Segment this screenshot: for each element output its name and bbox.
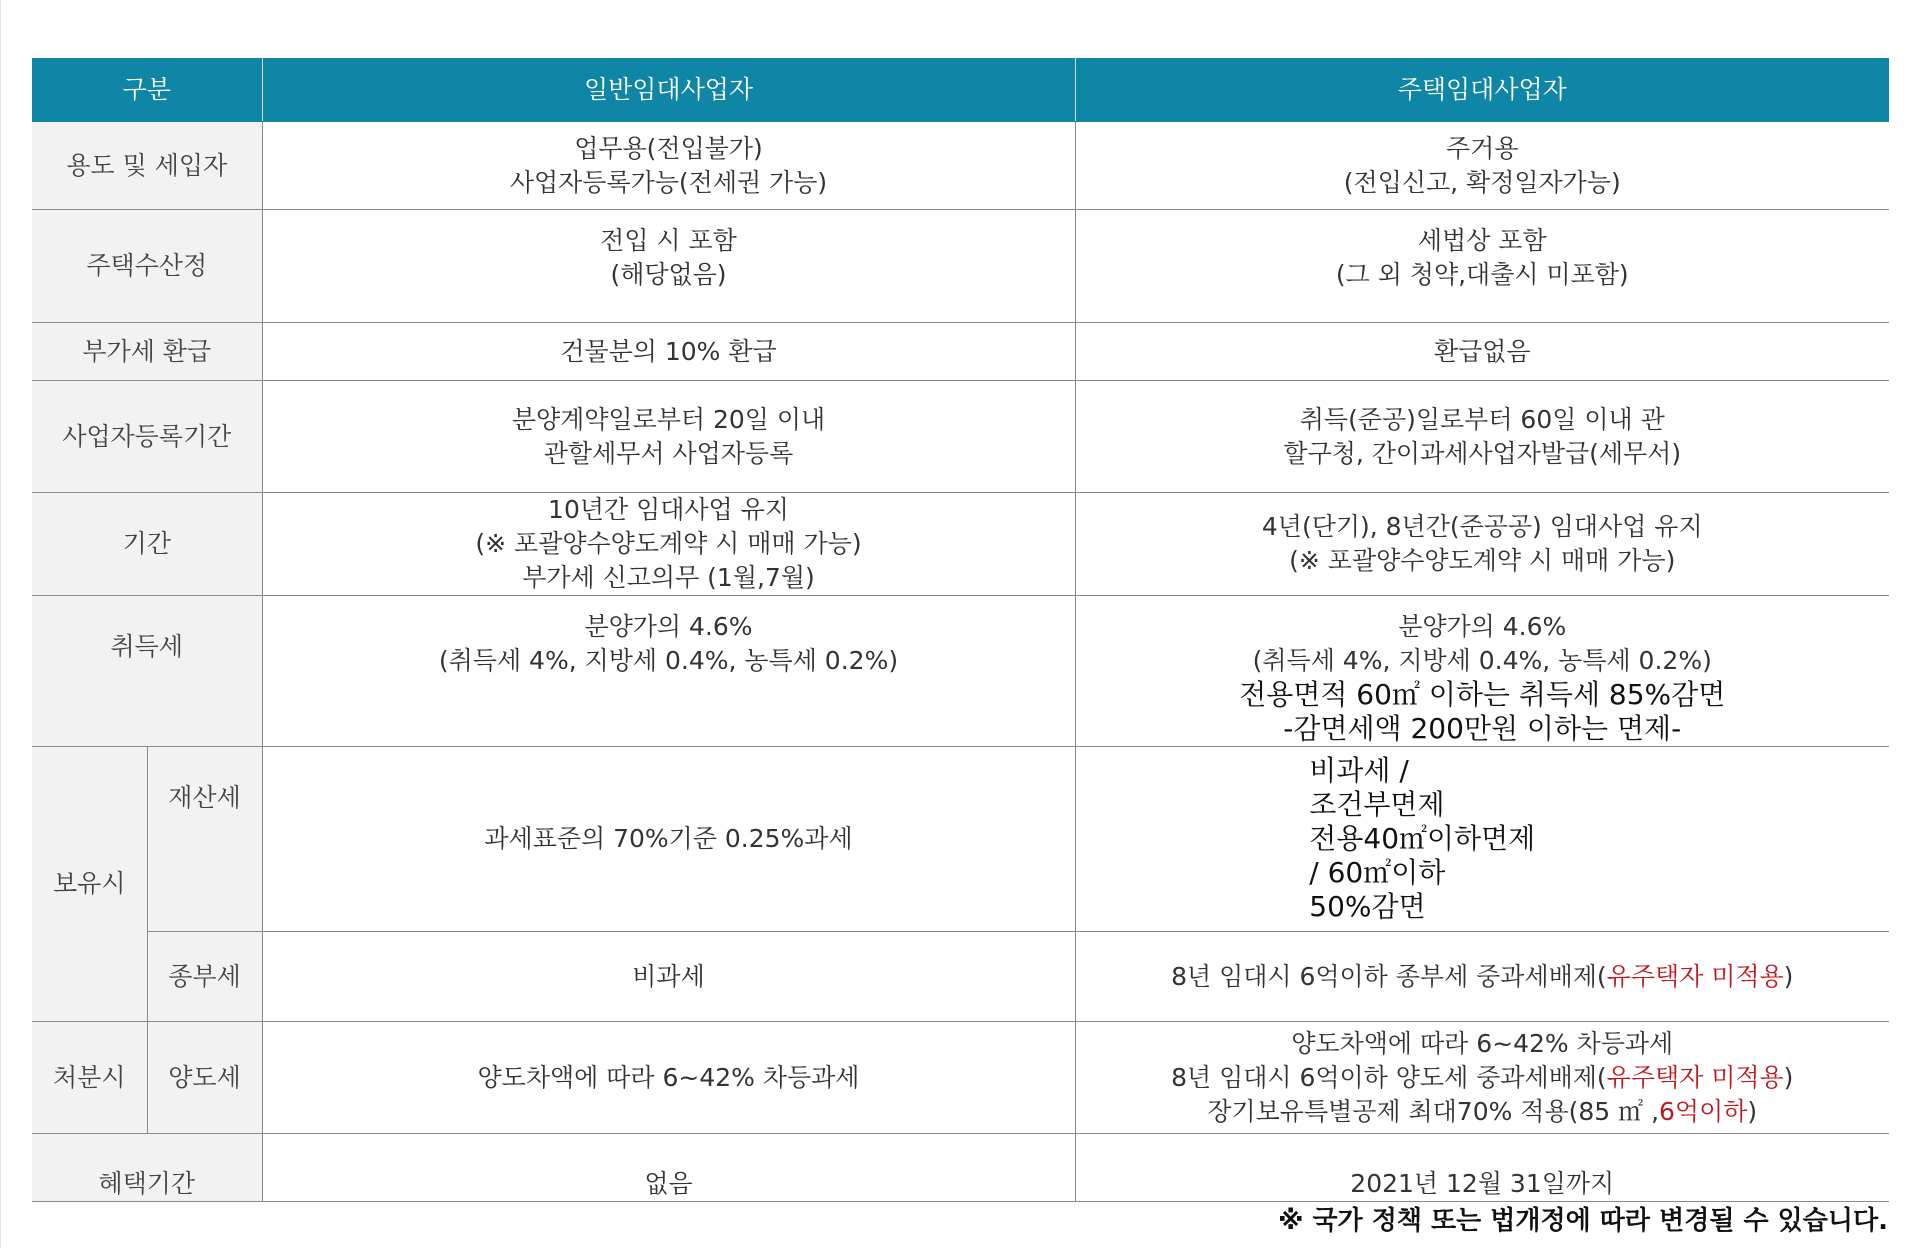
- general-cell: [262, 596, 1075, 747]
- row-label: 사업자등록기간: [32, 381, 262, 493]
- page-left-border: [0, 0, 1, 1248]
- cell-line: 할구청, 간이과세사업자발급(세무서): [1283, 438, 1682, 468]
- header-row: [32, 59, 1889, 122]
- property-tax-housing-block: [1309, 754, 1535, 924]
- row-house-count: [32, 210, 1889, 323]
- red-note: 6억이하: [1659, 1096, 1748, 1126]
- comparison-table: [32, 58, 1889, 1202]
- housing-cell: [1075, 932, 1889, 1022]
- cell-line: 전입 시 포함: [600, 226, 737, 255]
- row-label: 주택수산정: [32, 210, 262, 323]
- cell-text: 8년 임대시 6억이하 종부세 중과세배제(: [1171, 961, 1607, 991]
- housing-cell: 2021년 12월 31일까지: [1075, 1134, 1889, 1202]
- cell-text: 8년 임대시 6억이하 양도세 중과세배제(: [1171, 1062, 1607, 1092]
- general-cell: [262, 122, 1075, 210]
- cell-line: 10년간 임대사업 유지: [548, 495, 789, 524]
- emphasis-line: 전용면적 60㎡ 이하는 취득세 85%감면: [1239, 678, 1726, 711]
- general-cell: [262, 381, 1075, 493]
- general-cell: 없음: [262, 1134, 1075, 1202]
- cell-line: / 60㎡이하: [1309, 855, 1446, 889]
- cell-line: 분양가의 4.6%: [584, 612, 753, 641]
- cell-text: ): [1783, 1062, 1794, 1092]
- header-housing-lessor: 주택임대사업자: [1075, 59, 1889, 122]
- sub-label-transfer-tax: 양도세: [147, 1022, 262, 1134]
- cell-line: 취득(준공)일로부터 60일 이내 관: [1299, 404, 1665, 434]
- general-cell: [262, 210, 1075, 323]
- row-registration-period: [32, 381, 1889, 493]
- cell-line: 관할세무서 사업자등록: [543, 438, 794, 468]
- row-period: [32, 493, 1889, 596]
- cell-line: 50%감면: [1309, 889, 1426, 923]
- cell-line: [1076, 1061, 1890, 1095]
- sub-label-property-tax: 재산세: [147, 747, 262, 932]
- footnote: ※ 국가 정책 또는 법개정에 따라 변경될 수 있습니다.: [1278, 1206, 1888, 1236]
- cell-line: 분양계약일로부터 20일 이내: [511, 404, 826, 434]
- cell-line: 조건부면제: [1309, 787, 1445, 821]
- cell-line: (취득세 4%, 지방세 0.4%, 농특세 0.2%): [438, 646, 899, 675]
- row-benefit-period: [32, 1134, 1889, 1202]
- row-vat-refund: [32, 323, 1889, 381]
- red-note: 유주택자 미적용: [1606, 961, 1784, 991]
- cell-line: 업무용(전입불가): [574, 133, 763, 163]
- row-usage: [32, 122, 1889, 210]
- row-property-tax: [32, 747, 1889, 932]
- cell-line: [1076, 1095, 1890, 1129]
- housing-cell: 환급없음: [1075, 323, 1889, 381]
- sub-label-comprehensive-tax: 종부세: [147, 932, 262, 1022]
- cell-line: 비과세 /: [1309, 753, 1409, 787]
- housing-cell: [1075, 210, 1889, 323]
- general-cell: 비과세: [262, 932, 1075, 1022]
- housing-cell: [1075, 747, 1889, 932]
- row-label: 혜택기간: [32, 1134, 262, 1202]
- cell-line: 부가세 신고의무 (1월,7월): [522, 563, 815, 592]
- row-label: 용도 및 세입자: [32, 122, 262, 210]
- cell-line: 양도차액에 따라 6~42% 차등과세: [1291, 1028, 1674, 1058]
- cell-line: 사업자등록가능(전세권 가능): [509, 167, 828, 197]
- row-transfer-tax: [32, 1022, 1889, 1134]
- header-general-lessor: 일반임대사업자: [262, 59, 1075, 122]
- row-label: 부가세 환급: [32, 323, 262, 381]
- general-cell: 건물분의 10% 환급: [262, 323, 1075, 381]
- cell-line: 전용40㎡이하면제: [1309, 821, 1536, 855]
- cell-line: (※ 포괄양수양도계약 시 매매 가능): [1289, 546, 1676, 575]
- cell-line: (해당없음): [610, 260, 727, 289]
- cell-text: 장기보유특별공제 최대70% 적용(85 ㎡ ,: [1207, 1096, 1660, 1126]
- housing-cell: [1075, 493, 1889, 596]
- cell-text: ): [1747, 1096, 1758, 1126]
- housing-cell: [1075, 596, 1889, 747]
- row-label: 취득세: [32, 596, 262, 747]
- emphasis-line: -감면세액 200만원 이하는 면제-: [1283, 712, 1682, 745]
- cell-line: (그 외 청약,대출시 미포함): [1335, 260, 1629, 289]
- housing-cell: [1075, 122, 1889, 210]
- cell-line: (취득세 4%, 지방세 0.4%, 농특세 0.2%): [1252, 646, 1712, 675]
- housing-cell: [1075, 1022, 1889, 1134]
- cell-line: 세법상 포함: [1417, 226, 1547, 255]
- cell-line: 4년(단기), 8년간(준공공) 임대사업 유지: [1261, 512, 1703, 541]
- cell-line: (전입신고, 확정일자가능): [1343, 167, 1621, 197]
- header-category: 구분: [32, 59, 262, 122]
- general-cell: 과세표준의 70%기준 0.25%과세: [262, 747, 1075, 932]
- cell-line: 분양가의 4.6%: [1398, 612, 1567, 641]
- housing-cell: [1075, 381, 1889, 493]
- row-label: 기간: [32, 493, 262, 596]
- red-note: 유주택자 미적용: [1606, 1062, 1784, 1092]
- general-cell: [262, 493, 1075, 596]
- row-comprehensive-tax: [32, 932, 1889, 1022]
- cell-line: (※ 포괄양수양도계약 시 매매 가능): [475, 529, 862, 558]
- cell-text: ): [1783, 961, 1794, 991]
- disposal-label: 처분시: [32, 1022, 147, 1134]
- row-acquisition-tax: [32, 596, 1889, 747]
- general-cell: 양도차액에 따라 6~42% 차등과세: [262, 1022, 1075, 1134]
- holding-label: 보유시: [32, 747, 147, 1022]
- cell-line: 주거용: [1446, 133, 1519, 163]
